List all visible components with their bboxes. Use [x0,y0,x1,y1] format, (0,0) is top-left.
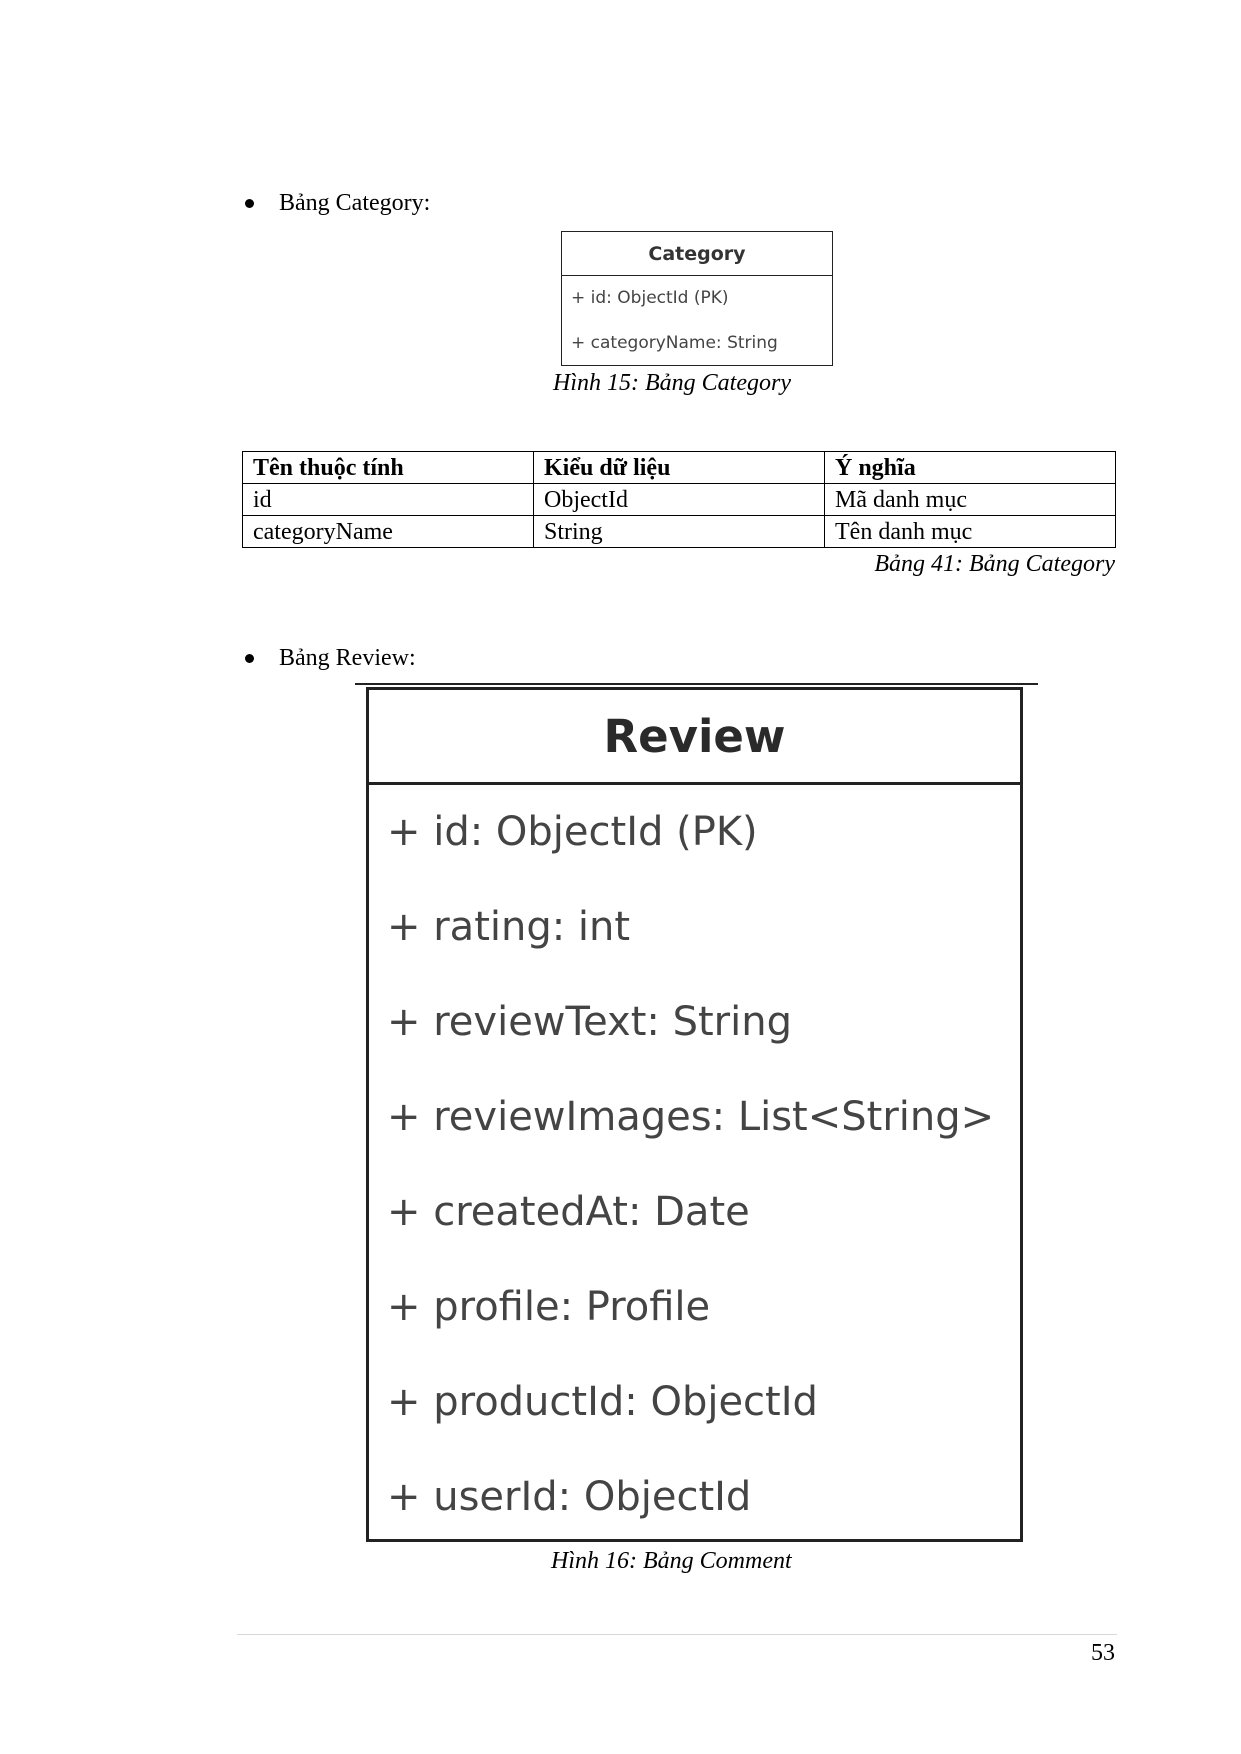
review-uml-field: + rating: int [387,904,631,950]
category-uml-field: + categoryName: String [571,333,778,353]
bullet-icon [245,654,254,663]
review-uml-fields [369,785,1020,1545]
review-uml-field: + reviewImages: List<String> [387,1094,995,1140]
category-figure-caption: Hình 15: Bảng Category [553,370,791,396]
review-uml-field: + userId: ObjectId [387,1474,752,1520]
table-header-cell: Kiểu dữ liệu [534,452,825,484]
category-uml-diagram [561,231,833,366]
table-cell: Mã danh mục [825,484,1116,516]
review-uml-field: + reviewText: String [387,999,792,1045]
table-header-cell: Tên thuộc tính [243,452,534,484]
review-uml-field: + createdAt: Date [387,1189,750,1235]
bullet-icon [245,199,254,208]
review-uml-field: + profile: Profile [387,1284,711,1330]
table-row [243,484,1116,516]
review-uml-field: + productId: ObjectId [387,1379,818,1425]
review-bullet [245,645,416,672]
table-cell: Tên danh mục [825,516,1116,548]
review-uml-title: Review [369,690,1020,785]
review-uml-diagram [366,687,1023,1542]
category-bullet-label: Bảng Category: [279,190,431,216]
category-attribute-table [242,451,1116,548]
table-caption: Bảng 41: Bảng Category [874,551,1115,577]
category-uml-title: Category [562,232,832,276]
page-number: 53 [1091,1640,1115,1666]
table-row [243,516,1116,548]
category-bullet [245,190,430,217]
table-cell: String [534,516,825,548]
category-uml-field: + id: ObjectId (PK) [571,288,729,308]
review-uml-field: + id: ObjectId (PK) [387,809,758,855]
table-cell: categoryName [243,516,534,548]
table-cell: id [243,484,534,516]
footer-divider [237,1634,1117,1635]
review-uml-top-border [355,683,1038,685]
review-figure-caption: Hình 16: Bảng Comment [551,1548,792,1574]
review-bullet-label: Bảng Review: [279,645,416,671]
table-header-cell: Ý nghĩa [825,452,1116,484]
table-header-row [243,452,1116,484]
table-cell: ObjectId [534,484,825,516]
